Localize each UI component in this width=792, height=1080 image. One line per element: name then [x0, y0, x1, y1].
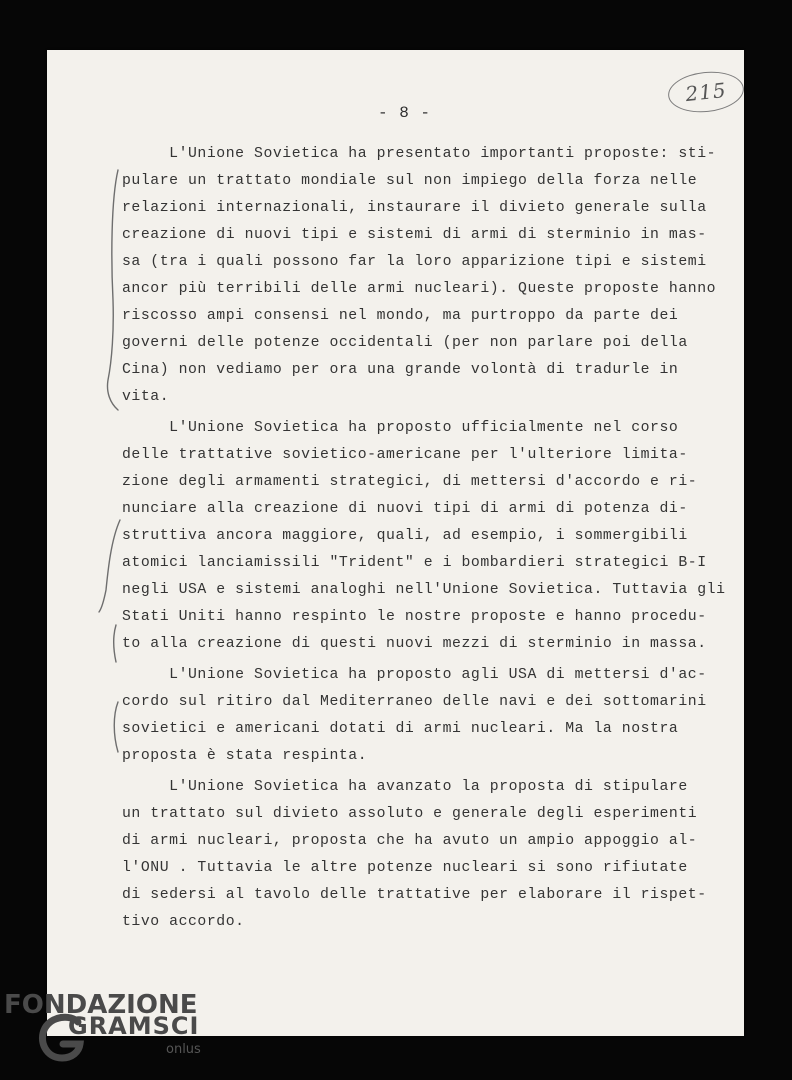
watermark-title: FONDAZIONE — [4, 990, 198, 1020]
text-line: governi delle potenze occidentali (per non parlare poi della — [122, 335, 688, 351]
text-line: L'Unione Sovietica ha avanzato la proposta di stipulare — [122, 779, 688, 795]
text-line: vita. — [122, 389, 170, 405]
text-line: riscosso ampi consensi nel mondo, ma purtroppo da parte dei — [122, 308, 679, 324]
text-line: Stati Uniti hanno respinto le nostre proposte e hanno procedu- — [122, 609, 707, 625]
text-line: di sedersi al tavolo delle trattative per elaborare il rispet- — [122, 887, 707, 903]
text-line: nunciare alla creazione di nuovi tipi di armi di potenza di- — [122, 501, 688, 517]
text-line: cordo sul ritiro dal Mediterraneo delle navi e dei sottomarini — [122, 694, 707, 710]
text-line: L'Unione Sovietica ha proposto ufficialmente nel corso — [122, 420, 679, 436]
text-line: un trattato sul divieto assoluto e generale degli esperimenti — [122, 806, 698, 822]
text-line: struttiva ancora maggiore, quali, ad esempio, i sommergibili — [122, 528, 688, 544]
text-line: Cina) non vediamo per ora una grande volontà di tradurle in — [122, 362, 679, 378]
text-line: to alla creazione di questi nuovi mezzi di sterminio in massa. — [122, 636, 707, 652]
text-line: atomici lanciamissili "Trident" e i bombardieri strategici B-I — [122, 555, 707, 571]
archive-number-text: 215 — [684, 77, 728, 107]
text-line: L'Unione Sovietica ha presentato importanti proposte: sti- — [122, 146, 717, 162]
text-line: L'Unione Sovietica ha proposto agli USA di mettersi d'ac- — [122, 667, 707, 683]
watermark-subtitle: GRAMSCI — [68, 1012, 200, 1040]
text-line: proposta è stata respinta. — [122, 748, 368, 764]
watermark-logo — [4, 990, 204, 1070]
text-line: pulare un trattato mondiale sul non impiego della forza nelle — [122, 173, 698, 189]
watermark-suffix: onlus — [166, 1042, 201, 1057]
text-line: sovietici e americani dotati di armi nucleari. Ma la nostra — [122, 721, 679, 737]
text-line: sa (tra i quali possono far la loro apparizione tipi e sistemi — [122, 254, 707, 270]
text-line: creazione di nuovi tipi e sistemi di armi di sterminio in mas- — [122, 227, 707, 243]
text-line: zione degli armamenti strategici, di mettersi d'accordo e ri- — [122, 474, 698, 490]
text-line: negli USA e sistemi analoghi nell'Unione Sovietica. Tuttavia gli — [122, 582, 726, 598]
text-line: relazioni internazionali, instaurare il divieto generale sulla — [122, 200, 707, 216]
text-line: di armi nucleari, proposta che ha avuto un ampio appoggio al- — [122, 833, 698, 849]
text-line: tivo accordo. — [122, 914, 245, 930]
text-line: ancor più terribili delle armi nucleari). Queste proposte hanno — [122, 281, 717, 297]
page-number: - 8 - — [378, 104, 432, 122]
text-line: delle trattative sovietico-americane per l'ulteriore limita- — [122, 447, 688, 463]
text-line: l'ONU . Tuttavia le altre potenze nucleari si sono rifiutate — [122, 860, 688, 876]
